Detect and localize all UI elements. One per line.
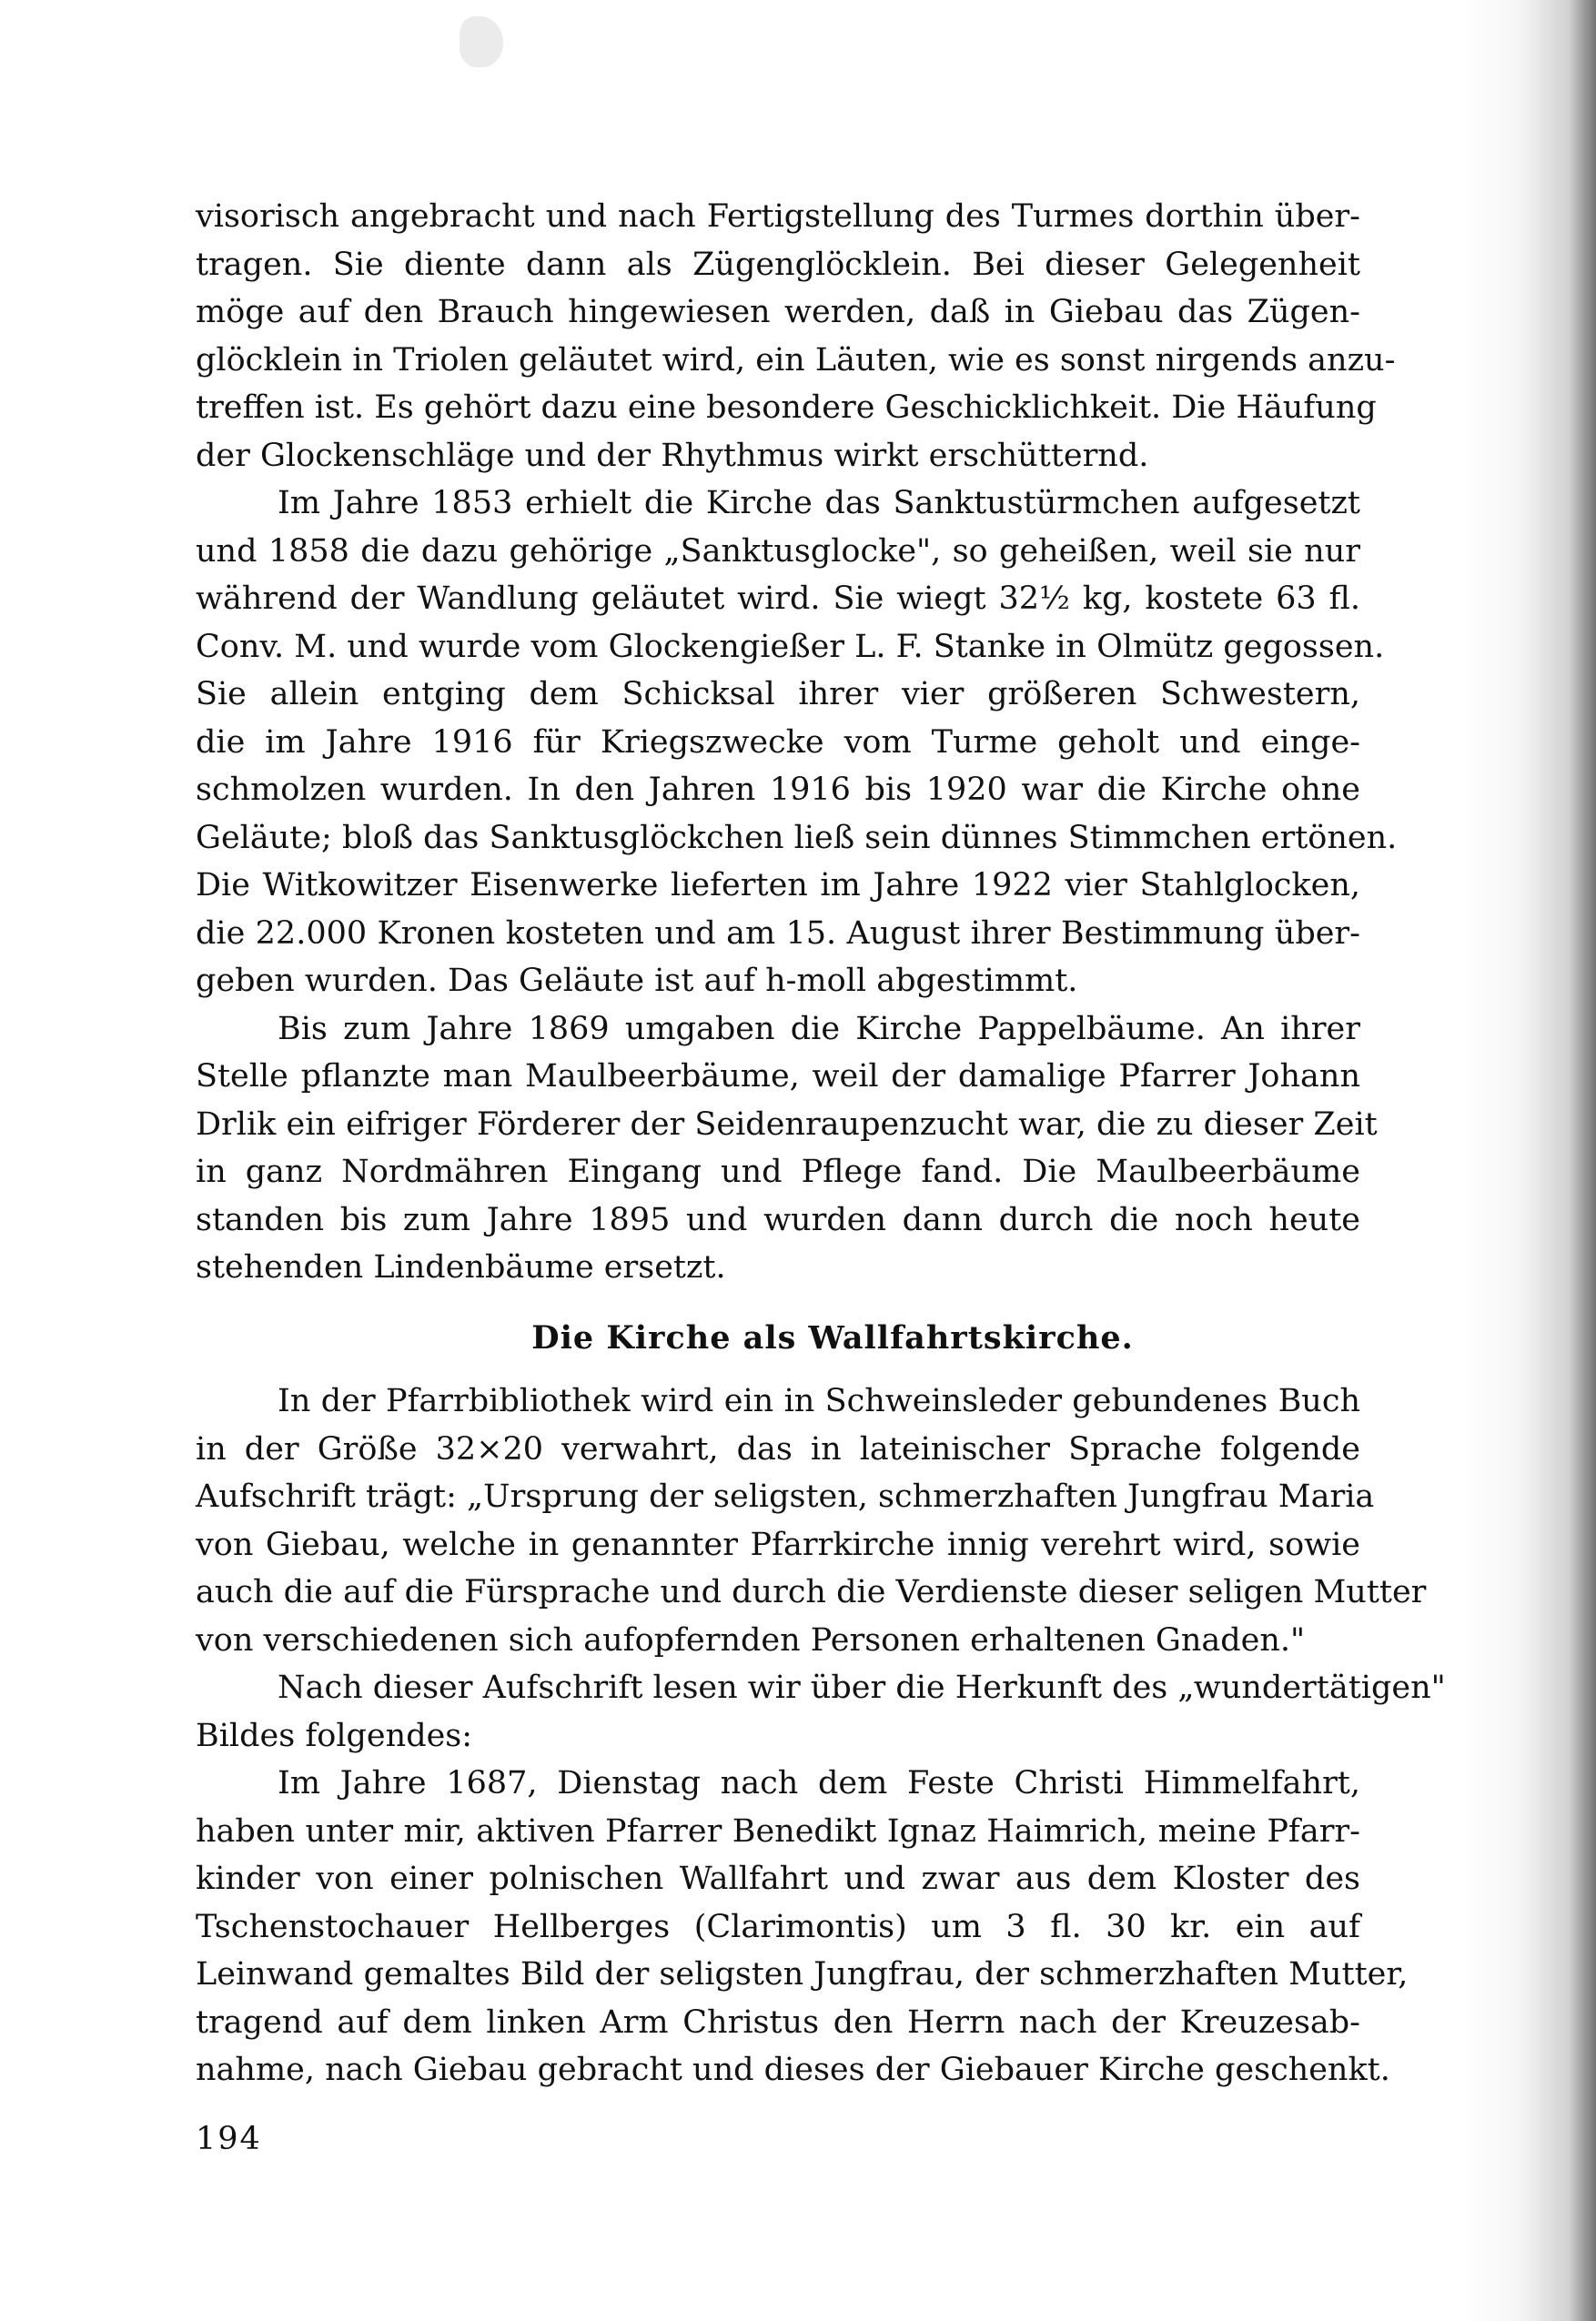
paper-stain (460, 16, 503, 67)
text-line: in ganz Nordmähren Eingang und Pflege fand. Die Maulbeerbäume (196, 1154, 1360, 1190)
text-line: von Giebau, welche in genannter Pfarrkirche innig verehrt wird, sowie (196, 1526, 1360, 1563)
text-line: haben unter mir, aktiven Pfarrer Benedikt Ignaz Haimrich, meine Pfarr- (196, 1812, 1360, 1850)
text-line: möge auf den Brauch hingewiesen werden, daß in Giebau das Zügen- (196, 294, 1360, 330)
text-line: Stelle pflanzte man Maulbeerbäume, weil der damalige Pfarrer Johann (196, 1058, 1360, 1095)
text-line: die im Jahre 1916 für Kriegszwecke vom Turme geholt und einge- (196, 723, 1360, 761)
text-line: von verschiedenen sich aufopfernden Personen erhaltenen Gnaden." (196, 1621, 1306, 1659)
text-line: Geläute; bloß das Sanktusglöckchen ließ sein dünnes Stimmchen ertönen. (196, 819, 1398, 856)
paragraph-5 (196, 1664, 1446, 1760)
text-line: Nach dieser Aufschrift lesen wir über die Herkunft des „wundertätigen" (278, 1670, 1446, 1706)
text-line: geben wurden. Das Geläute ist auf h-moll abgestimmt. (196, 963, 1078, 999)
text-line: Im Jahre 1687, Dienstag nach dem Feste Christi Himmelfahrt, (278, 1765, 1360, 1801)
text-line: nahme, nach Giebau gebracht und dieses der Giebauer Kirche geschenkt. (196, 2052, 1390, 2088)
page-number: 194 (196, 2121, 262, 2157)
text-line: Tschenstochauer Hellberges (Clarimontis) um 3 fl. 30 kr. ein auf (196, 1908, 1360, 1945)
text-line: Leinwand gemaltes Bild der seligsten Jungfrau, der schmerzhaften Mutter, (196, 1956, 1409, 1993)
text-line: visorisch angebracht und nach Fertigstellung des Turmes dorthin über- (196, 198, 1360, 235)
text-line: kinder von einer polnischen Wallfahrt und zwar aus dem Kloster des (196, 1861, 1360, 1897)
text-line: Die Witkowitzer Eisenwerke lieferten im Jahre 1922 vier Stahlglocken, (196, 867, 1360, 903)
page-body (196, 193, 1446, 2094)
text-line: tragend auf dem linken Arm Christus den Herrn nach der Kreuzesab- (196, 2003, 1360, 2041)
text-line: Im Jahre 1853 erhielt die Kirche das Sanktustürmchen aufgesetzt (278, 485, 1360, 521)
text-line: tragen. Sie diente dann als Zügenglöcklein. Bei dieser Gelegenheit (196, 246, 1360, 283)
text-line: Sie allein entging dem Schicksal ihrer vier größeren Schwestern, (196, 676, 1360, 712)
paragraph-6 (196, 1760, 1409, 2094)
text-line: glöcklein in Triolen geläutet wird, ein Läuten, wie es sonst nirgends anzu- (196, 341, 1396, 378)
text-line: während der Wandlung geläutet wird. Sie wiegt 32½ kg, kostete 63 fl. (196, 580, 1360, 617)
text-line: Bildes folgendes: (196, 1717, 473, 1754)
text-line: und 1858 die dazu gehörige „Sanktusglocke", so geheißen, weil sie nur (196, 532, 1360, 570)
text-line: treffen ist. Es gehört dazu eine besondere Geschicklichkeit. Die Häufung (196, 389, 1377, 426)
paragraph-2 (196, 479, 1398, 1005)
text-line: Conv. M. und wurde vom Glockengießer L. F. Stanke in Olmütz gegossen. (196, 628, 1385, 665)
text-line: in der Größe 32×20 verwahrt, das in lateinischer Sprache folgende (196, 1430, 1360, 1468)
paragraph-1 (196, 193, 1396, 479)
page-edge-shadow (1460, 0, 1596, 2321)
text-line: stehenden Lindenbäume ersetzt. (196, 1249, 726, 1286)
text-line: Drlik ein eifriger Förderer der Seidenraupenzucht war, die zu dieser Zeit (196, 1105, 1378, 1143)
text-line: schmolzen wurden. In den Jahren 1916 bis 1920 war die Kirche ohne (196, 772, 1360, 808)
text-line: auch die auf die Fürsprache und durch die Verdienste dieser seligen Mutter (196, 1574, 1427, 1610)
text-line: Bis zum Jahre 1869 umgaben die Kirche Pappelbäume. An ihrer (278, 1010, 1360, 1047)
paragraph-3 (196, 1005, 1378, 1292)
section-heading: Die Kirche als Wallfahrtskirche. (531, 1318, 1134, 1357)
paragraph-4 (196, 1377, 1427, 1664)
text-line: Aufschrift trägt: „Ursprung der seligsten, schmerzhaften Jungfrau Maria (196, 1478, 1375, 1515)
text-line: standen bis zum Jahre 1895 und wurden dann durch die noch heute (196, 1201, 1360, 1238)
text-line: die 22.000 Kronen kosteten und am 15. August ihrer Bestimmung über- (196, 914, 1360, 952)
text-line: In der Pfarrbibliothek wird ein in Schweinsleder gebundenes Buch (278, 1383, 1360, 1419)
text-line: der Glockenschläge und der Rhythmus wirkt erschütternd. (196, 437, 1149, 474)
